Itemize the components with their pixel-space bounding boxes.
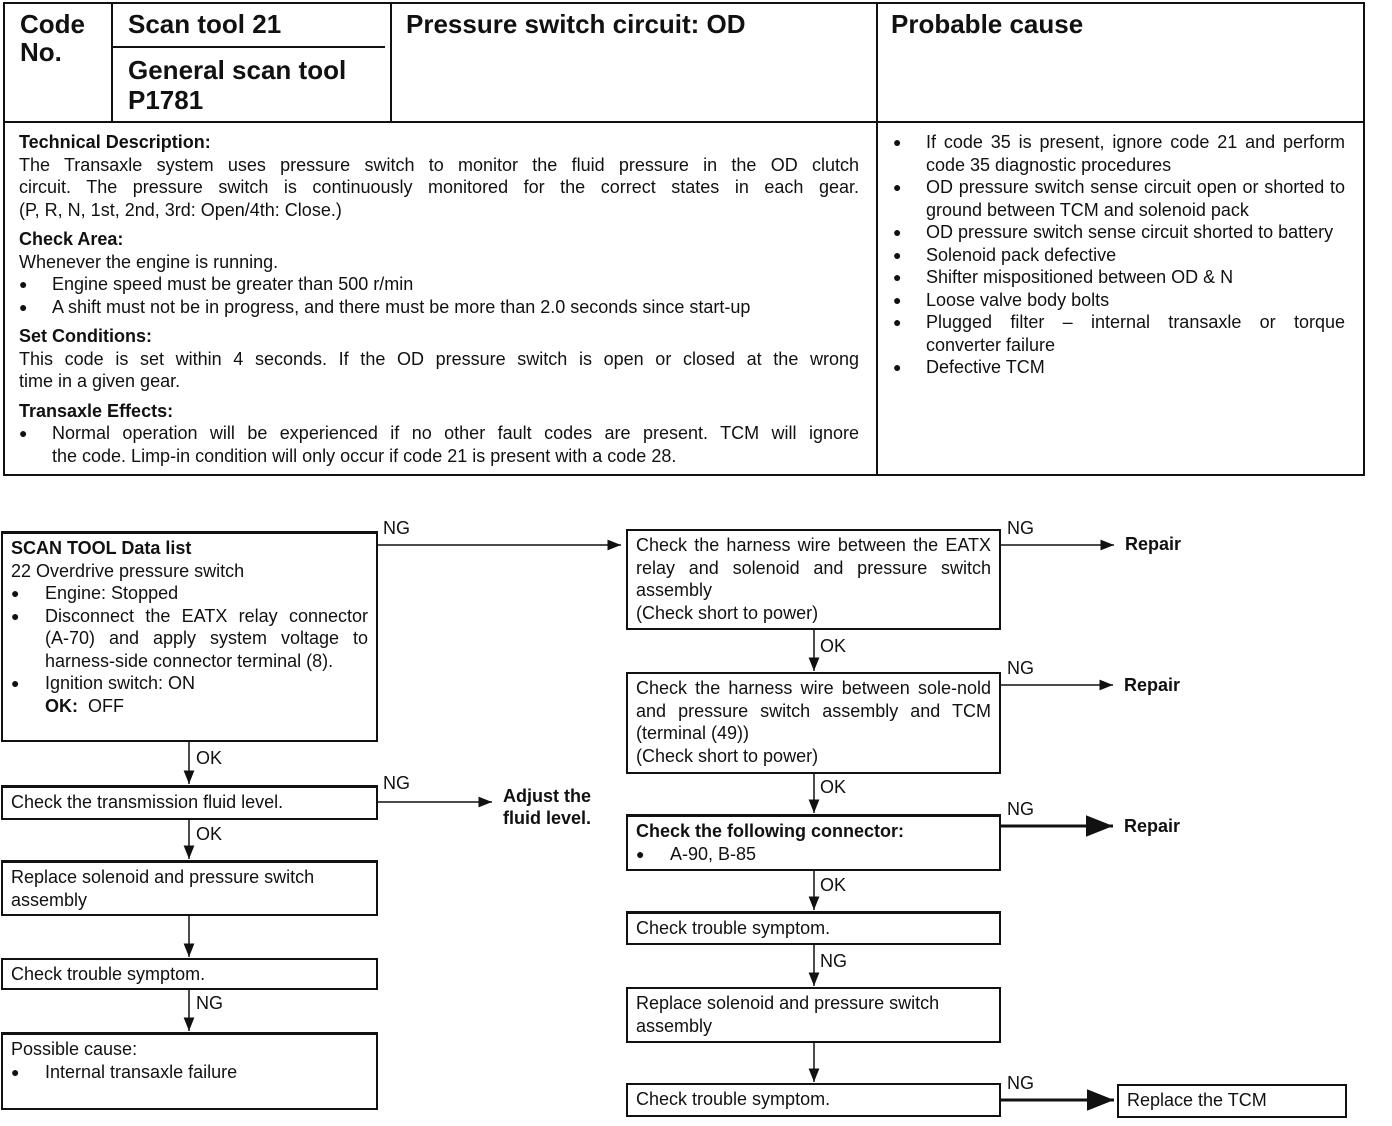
list-item: ● If code 35 is present, ignore code 21 and perform code 35 diagnostic procedures	[893, 131, 1345, 176]
page-title: Pressure switch circuit: OD	[406, 9, 746, 39]
ng-label: NG	[1007, 518, 1034, 538]
ng-label: NG	[1007, 799, 1034, 819]
list-item: ● A-90, B-85	[636, 843, 991, 866]
ok-value: OFF	[88, 695, 125, 716]
connector-check-box	[626, 814, 1001, 871]
tech-desc-line: (P, R, N, 1st, 2nd, 3rd: Open/4th: Close.)	[19, 199, 342, 220]
ng-label: NG	[1007, 1073, 1034, 1093]
ok-condition	[11, 695, 368, 718]
ok-label: OK:	[45, 695, 78, 716]
repair-label: Repair	[1124, 816, 1181, 836]
ng-label: NG	[1007, 658, 1034, 678]
list-item: ● Engine: Stopped	[11, 582, 368, 605]
list-item: ● Plugged filter – internal transaxle or torque converter failure	[893, 311, 1345, 356]
set-conditions-line: This code is set within 4 seconds. If the OD pressure switch is open or closed at the wrong	[19, 348, 859, 369]
possible-cause-list	[11, 1061, 368, 1084]
list-item: ● OD pressure switch sense circuit shorted to battery	[893, 221, 1345, 244]
repair-label: Repair	[1125, 534, 1182, 554]
scan-tool-21: Scan tool 21	[128, 9, 282, 39]
list-item: ● Disconnect the EATX relay connector (A-70) and apply system voltage to harness-side connector terminal (8).	[11, 605, 368, 673]
list-item: ● Solenoid pack defective	[893, 244, 1345, 267]
harness-check-box-2	[626, 672, 1001, 774]
scan-tool-item: 22 Overdrive pressure switch	[11, 560, 245, 581]
check-symptom-box-left: Check trouble symptom.	[1, 958, 378, 990]
set-conditions-heading: Set Conditions:	[19, 326, 152, 346]
tech-desc-line: circuit. The pressure switch is continuously monitored for the correct states in each gear.	[19, 177, 859, 197]
harness-note: (Check short to power)	[636, 602, 819, 623]
ok-label: OK	[820, 636, 847, 656]
tech-desc-line: The Transaxle system uses pressure switch to monitor the fluid pressure in the OD clutch	[19, 154, 859, 175]
ok-label: OK	[196, 824, 223, 844]
check-symptom-box-right-1: Check trouble symptom.	[626, 911, 1001, 945]
code-no-label: Code No.	[20, 9, 85, 67]
ok-label: OK	[820, 777, 847, 797]
scan-tool-title: SCAN TOOL Data list	[11, 538, 192, 558]
ng-label: NG	[383, 773, 410, 793]
check-area-line: Whenever the engine is running.	[19, 251, 279, 272]
replace-tcm-box: Replace the TCM	[1117, 1084, 1347, 1118]
list-item: ● Shifter mispositioned between OD & N	[893, 266, 1345, 289]
list-item: ● Ignition switch: ON	[11, 672, 368, 695]
check-fluid-box: Check the transmission fluid level.	[1, 785, 378, 820]
probable-cause-heading: Probable cause	[891, 9, 1084, 39]
harness-text: Check the harness wire between sole-nold and pressure switch assembly and TCM (terminal (49))	[636, 678, 991, 743]
ok-label: OK	[820, 875, 847, 895]
transaxle-effects-heading: Transaxle Effects:	[19, 400, 174, 421]
scan-tool-list	[11, 582, 368, 695]
adjust-fluid-line: fluid level.	[503, 808, 592, 828]
effects-line: the code. Limp-in condition will only occur if code 21 is present with a code 28.	[52, 445, 677, 466]
list-item: ● A shift must not be in progress, and there must be more than 2.0 seconds since start-up	[19, 296, 859, 319]
list-item: ● Loose valve body bolts	[893, 289, 1345, 312]
adjust-fluid-line: Adjust the	[503, 786, 591, 806]
set-conditions-line: time in a given gear.	[19, 371, 181, 391]
list-item: ● Defective TCM	[893, 356, 1345, 379]
harness-text: Check the harness wire between the EATX relay and solenoid and pressure switch assembly	[636, 535, 991, 600]
harness-note: (Check short to power)	[636, 745, 819, 766]
check-symptom-box-right-2: Check trouble symptom.	[626, 1083, 1001, 1117]
ng-label: NG	[820, 951, 847, 971]
ok-label: OK	[196, 748, 223, 768]
general-scan-tool: General scan tool	[128, 55, 347, 85]
adjust-fluid-text	[503, 785, 591, 829]
possible-cause-title: Possible cause:	[11, 1039, 138, 1059]
connector-list	[636, 843, 991, 866]
replace-solenoid-box-right: Replace solenoid and pressure switch assembly	[626, 987, 1001, 1043]
connector-title: Check the following connector:	[636, 821, 905, 841]
harness-check-box-1	[626, 529, 1001, 630]
p-code: P1781	[128, 85, 204, 115]
list-item: ● Internal transaxle failure	[11, 1061, 368, 1084]
possible-cause-box	[1, 1032, 378, 1110]
tech-desc-heading: Technical Description:	[19, 132, 211, 152]
ng-label: NG	[196, 993, 223, 1013]
list-item: ● OD pressure switch sense circuit open or shorted to ground between TCM and solenoid pack	[893, 176, 1345, 221]
ng-label: NG	[383, 518, 410, 538]
list-item: ● Engine speed must be greater than 500 r/min	[19, 273, 859, 296]
replace-solenoid-box-left: Replace solenoid and pressure switch assembly	[1, 860, 378, 916]
check-area-heading: Check Area:	[19, 229, 124, 249]
repair-label: Repair	[1124, 675, 1181, 695]
scan-tool-data-box	[1, 531, 378, 742]
effects-line: ● Normal operation will be experienced if no other fault codes are present. TCM will ignore	[52, 423, 859, 443]
